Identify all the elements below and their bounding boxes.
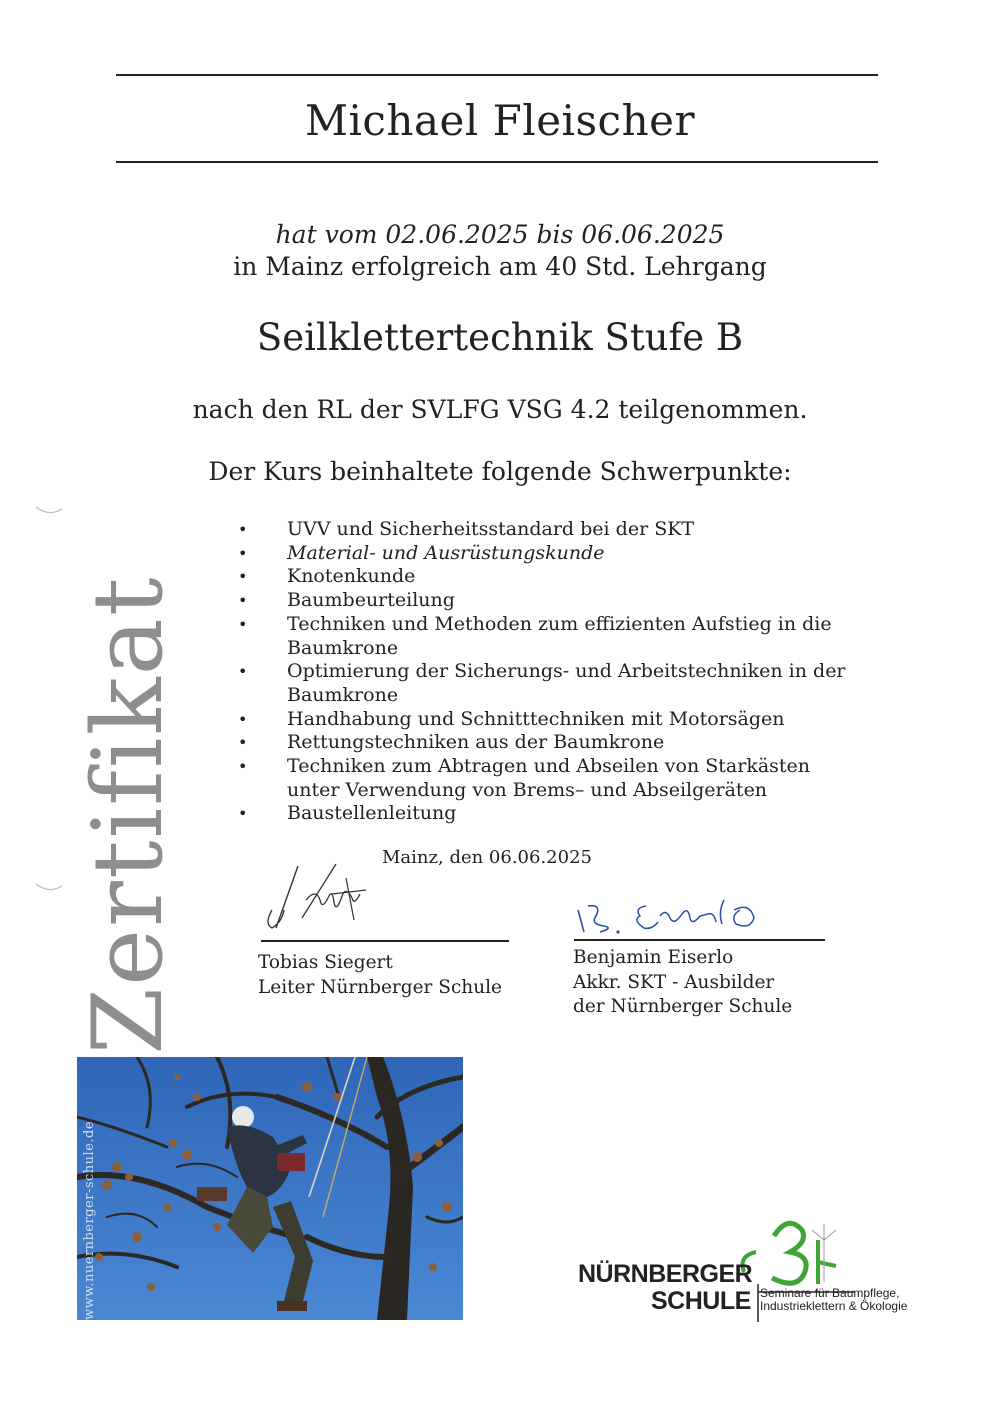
signature-left bbox=[262, 858, 382, 938]
list-item: • UVV und Sicherheitsstandard bei der SKT bbox=[238, 518, 858, 542]
topic-list bbox=[238, 518, 858, 826]
tree-climber-photo bbox=[77, 1057, 463, 1320]
name-underline bbox=[116, 161, 878, 163]
signatory-right bbox=[573, 946, 792, 1020]
signatory-left-name: Tobias Siegert bbox=[258, 952, 393, 973]
signature-line-left bbox=[261, 940, 509, 942]
regulation-line: nach den RL der SVLFG VSG 4.2 teilgenommen. bbox=[192, 395, 808, 424]
certificate-vertical-title: Zertifikat bbox=[72, 575, 184, 1055]
list-item: • Optimierung der Sicherungs- und Arbeitstechniken in der Baumkrone bbox=[238, 660, 858, 707]
top-rule bbox=[116, 74, 878, 76]
signatory-left bbox=[258, 951, 502, 1000]
list-item: • Techniken zum Abtragen und Abseilen von Starkästen unter Verwendung von Brems– und Abseilgeräten bbox=[238, 755, 858, 802]
list-item: • Rettungstechniken aus der Baumkrone bbox=[238, 731, 858, 755]
date-line: hat vom 02.06.2025 bis 06.06.2025 bbox=[275, 220, 725, 249]
photo-watermark: www.nuernberger-schule.de bbox=[82, 1120, 97, 1320]
list-item: • Baumbeurteilung bbox=[238, 589, 858, 613]
list-item: • Material- und Ausrüstungskunde bbox=[238, 542, 858, 566]
recipient-name: Michael Fleischer bbox=[304, 96, 696, 145]
signatory-right-name: Benjamin Eiserlo bbox=[573, 947, 734, 968]
logo-tagline-2: Industrieklettern & Ökologie bbox=[760, 1299, 908, 1313]
signatory-right-role-2: der Nürnberger Schule bbox=[573, 996, 793, 1017]
logo-tagline-1: Seminare für Baumpflege, bbox=[760, 1286, 900, 1300]
list-item: • Knotenkunde bbox=[238, 565, 858, 589]
logo-wordmark-line2: SCHULE bbox=[651, 1287, 751, 1315]
logo-wordmark-line1: NÜRNBERGER bbox=[578, 1260, 753, 1288]
list-item: • Baustellenleitung bbox=[238, 802, 858, 826]
list-item: • Handhabung und Schnitttechniken mit Motorsägen bbox=[238, 708, 858, 732]
place-line: in Mainz erfolgreich am 40 Std. Lehrgang bbox=[233, 252, 767, 281]
place-date: Mainz, den 06.06.2025 bbox=[382, 847, 592, 868]
punch-hole-mark bbox=[34, 880, 64, 894]
signatory-left-role: Leiter Nürnberger Schule bbox=[258, 976, 502, 998]
course-title: Seilklettertechnik Stufe B bbox=[256, 316, 744, 359]
list-item: • Techniken und Methoden zum effizienten Aufstieg in die Baumkrone bbox=[238, 613, 858, 660]
punch-hole-mark bbox=[34, 503, 64, 517]
tree-climber-illustration bbox=[77, 1057, 463, 1320]
signature-line-right bbox=[574, 939, 825, 941]
focus-intro: Der Kurs beinhaltete folgende Schwerpunkte: bbox=[208, 457, 792, 486]
signature-right bbox=[574, 888, 774, 938]
signatory-right-role-1: Akkr. SKT - Ausbilder bbox=[573, 971, 775, 993]
